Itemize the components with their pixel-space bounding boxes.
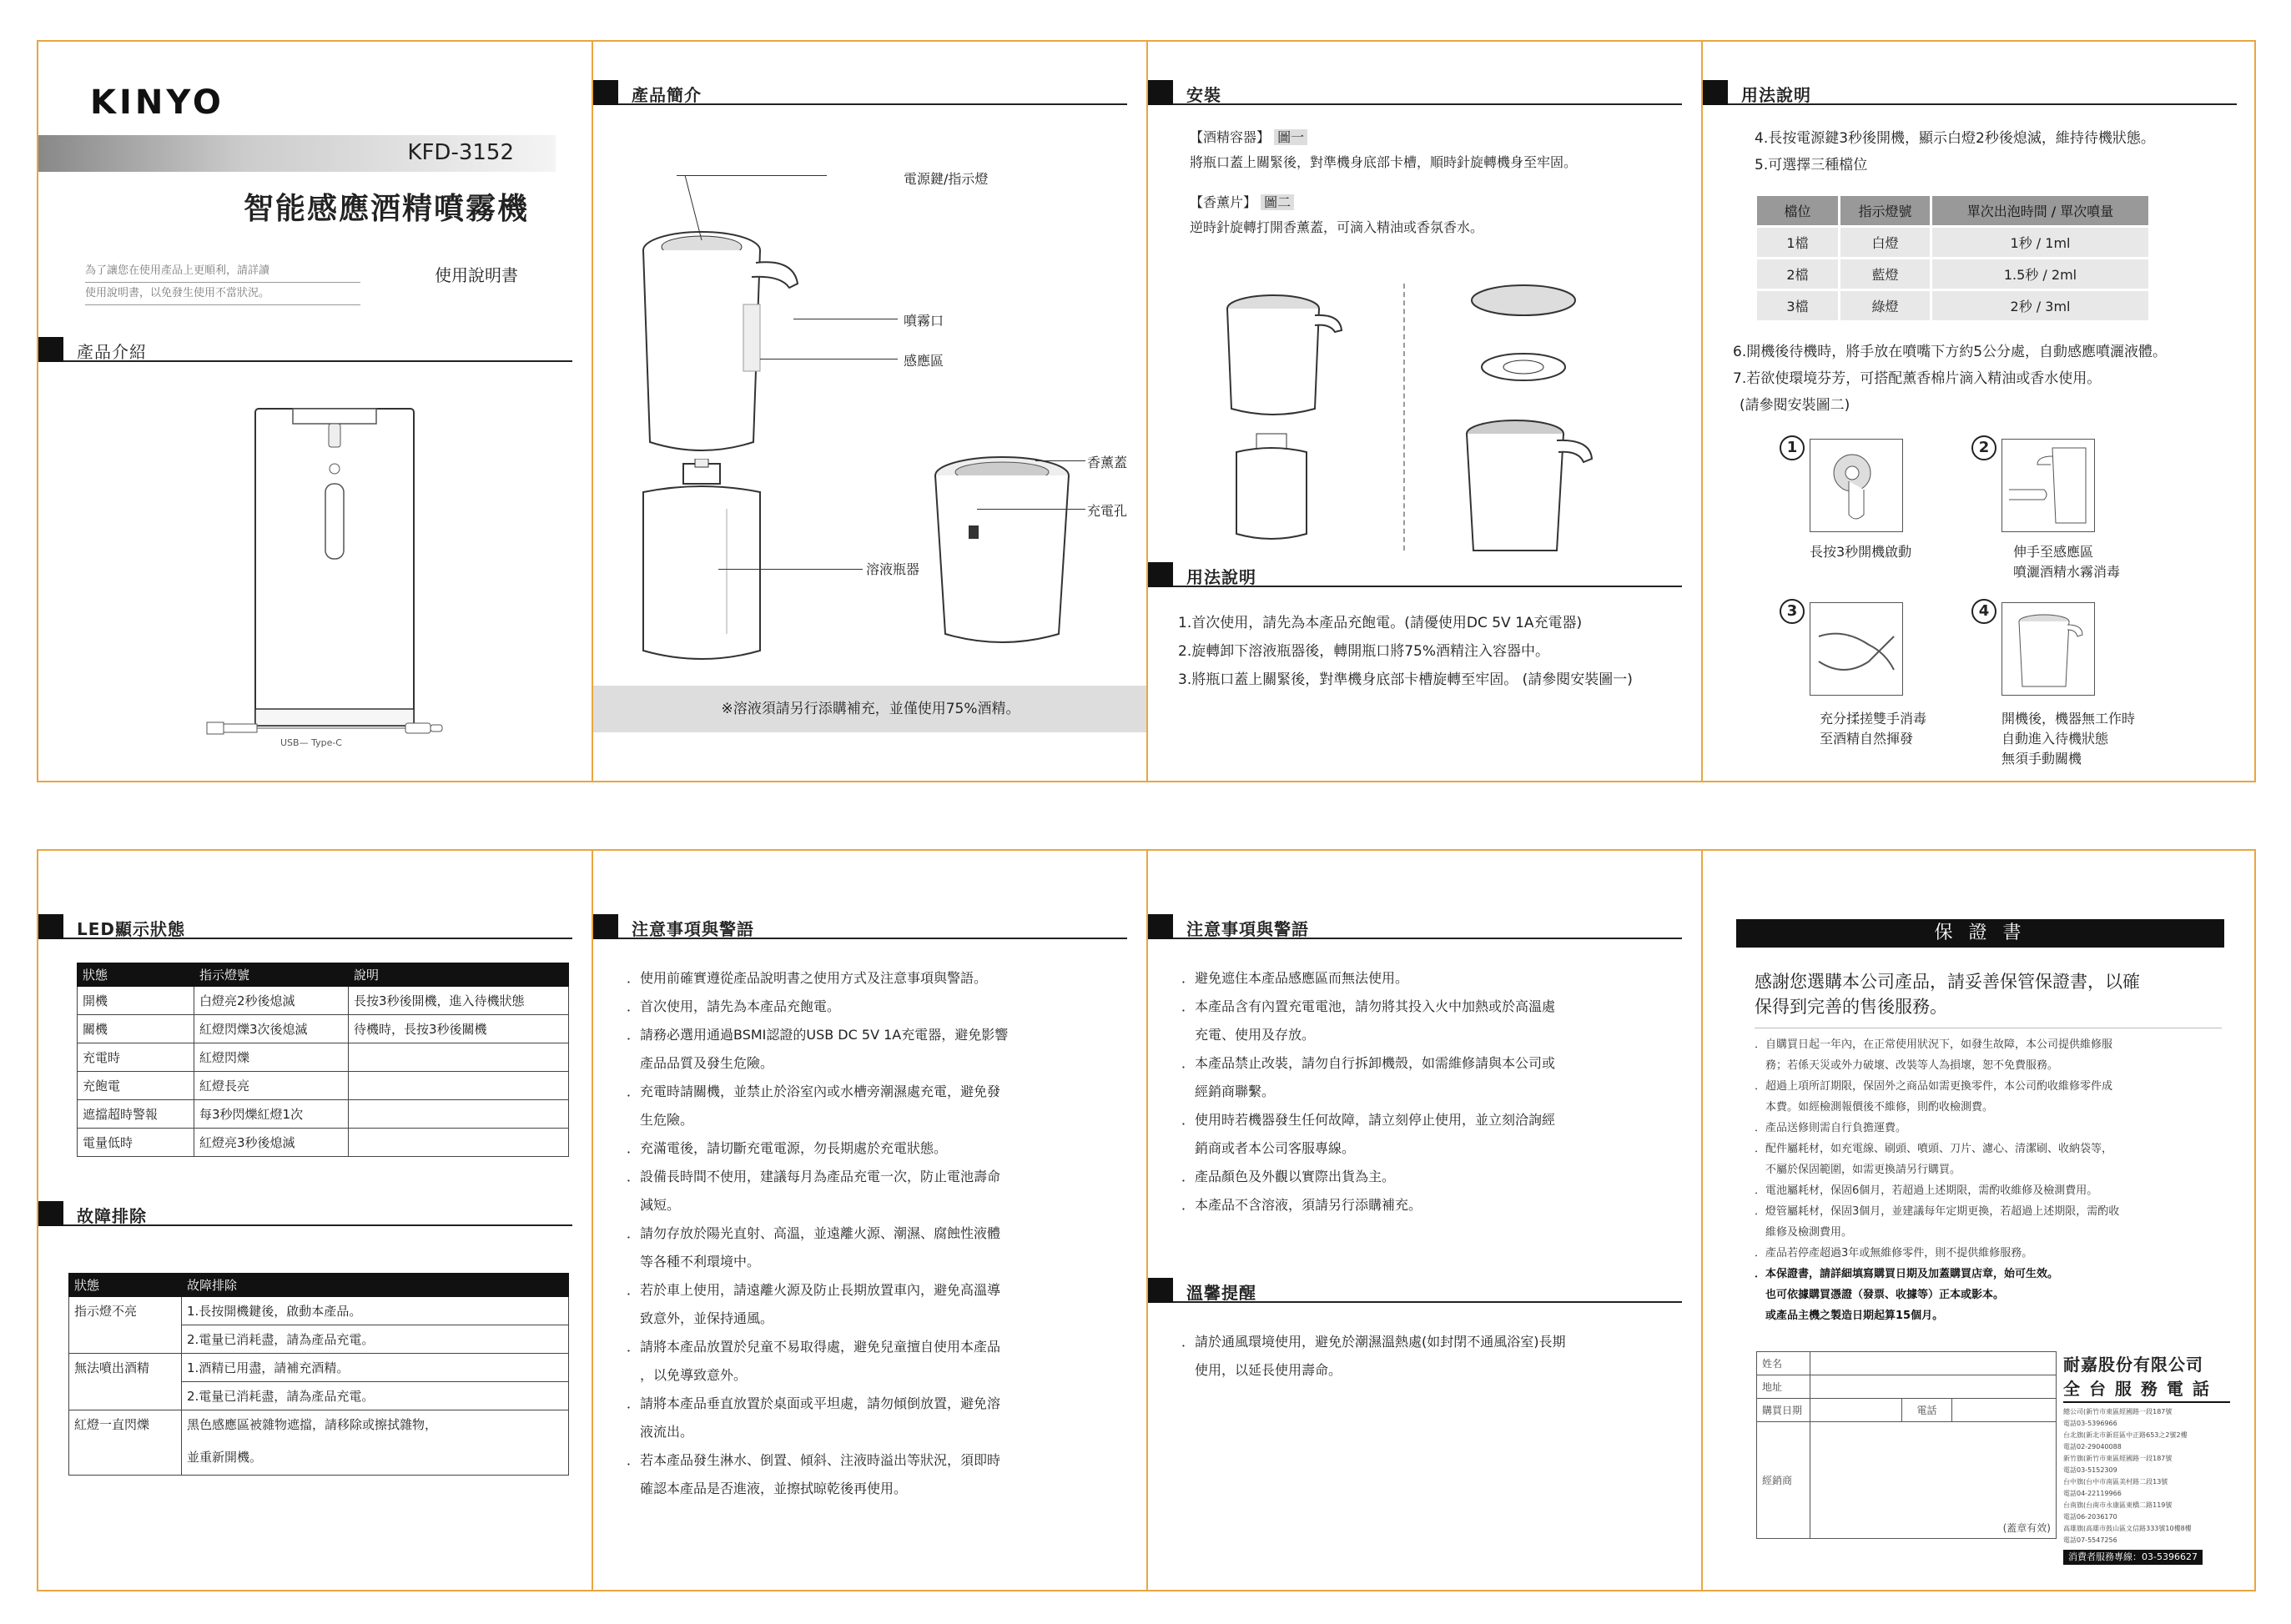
- step-caption: [1820, 709, 1926, 749]
- table-row: [1756, 290, 2150, 322]
- warranty-term: 本費。如經檢測報價後不維修，則酌收檢測費。: [1755, 1101, 1994, 1114]
- header-cell: 說明: [349, 963, 569, 987]
- caution-item: ．充電時請關機，並禁止於浴室內或水槽旁潮濕處充電，避免發: [627, 1084, 1001, 1099]
- section-reminder: [1148, 1278, 1682, 1303]
- step-number: 1: [1780, 435, 1805, 460]
- caution-item: ．請將本產品放置於兒童不易取得處，避免兒童擅自使用本產品: [627, 1339, 1001, 1355]
- branch-list: [2063, 1406, 2230, 1546]
- install-figure-2: [1448, 275, 1615, 559]
- field-label: 購買日期: [1757, 1399, 1810, 1422]
- caption-line: 噴灑酒精水霧消毒: [2013, 564, 2121, 580]
- field-label: 電話: [1902, 1399, 1952, 1422]
- form-row: [1757, 1399, 2057, 1422]
- caution-item: ．若本產品發生淋水、倒置、傾斜、注液時溢出等狀況，須即時: [627, 1452, 1001, 1468]
- intro-note-line: 為了讓您在使用產品上更順利，請詳讀: [85, 260, 360, 283]
- caution-panel-1: [593, 851, 1148, 1590]
- header-cell: 單次出泡時間 / 單次噴量: [1931, 195, 2150, 227]
- warranty-bold-term: ．本保證書，請詳細填寫購買日期及加蓋購買店章，始可生效。: [1755, 1268, 2059, 1280]
- warranty-term: 不屬於保固範圍，如需更換請另行購買。: [1755, 1164, 1961, 1176]
- label-bottle: 溶液瓶器: [863, 559, 923, 578]
- cell: 紅燈閃爍3次後熄滅: [194, 1015, 349, 1043]
- device-front-illustration: [239, 392, 431, 751]
- company-name: 耐嘉股份有限公司: [2063, 1355, 2203, 1375]
- cell: [349, 1100, 569, 1129]
- phone-field[interactable]: [1952, 1399, 2057, 1422]
- address-field[interactable]: [1810, 1375, 2057, 1399]
- usage-step: 2.旋轉卸下溶液瓶器後，轉開瓶口將75%酒精注入容器中。: [1178, 643, 1550, 660]
- step-number: 4: [1971, 599, 1996, 624]
- cell: 1秒 / 1ml: [1931, 227, 2150, 259]
- step-caption: [1810, 542, 1911, 562]
- cell: 紅燈長亮: [194, 1072, 349, 1100]
- aroma-base-illustration: [927, 442, 1077, 659]
- solution-note: ※溶液須請另行添購補充，並僅使用75%酒精。: [593, 686, 1148, 732]
- intro-note-line: 使用說明書，以免發生使用不當狀況。: [85, 283, 360, 305]
- warranty-terms: [1755, 1034, 2119, 1264]
- cell: [349, 1129, 569, 1157]
- table-row: [1756, 227, 2150, 259]
- step-3-image: [1810, 602, 1903, 696]
- section-marker: [38, 1201, 63, 1226]
- usage-steps-3: [1733, 339, 2167, 419]
- usage-step: 3.將瓶口蓋上關緊後，對準機身底部卡槽旋轉至牢固。 (請參閱安裝圖一): [1178, 671, 1633, 688]
- trouble-table-header: [69, 1274, 569, 1297]
- caution-item: 液流出。: [627, 1424, 694, 1440]
- rub-hands-icon: [1810, 603, 1902, 695]
- cell: 紅燈一直閃爍: [69, 1410, 182, 1476]
- branch-line: 新竹旗(新竹市東區經國路一段187號: [2063, 1455, 2173, 1462]
- standby-device-icon: [2002, 603, 2094, 695]
- leader-power: [677, 175, 827, 176]
- caution-item: 充電、使用及存放。: [1181, 1027, 1316, 1043]
- section-trouble: [38, 1201, 572, 1226]
- figure-label: 圖一: [1274, 129, 1307, 145]
- intro-line: 保得到完善的售後服務。: [1755, 997, 1947, 1017]
- warranty-title: 保 證 書: [1934, 923, 2027, 943]
- warranty-panel: [1703, 851, 2258, 1590]
- caution-item: 致意外，並保持通風。: [627, 1310, 774, 1326]
- warranty-term: ．配件屬耗材，如充電線、刷頭、噴頭、刀片、濾心、清潔刷、收納袋等，: [1755, 1143, 2113, 1155]
- section-marker: [38, 914, 63, 939]
- caption-line: 自動進入待機狀態: [2001, 731, 2109, 747]
- table-row: [78, 987, 569, 1015]
- step-2-image: [2001, 439, 2095, 532]
- led-table: [77, 963, 569, 1157]
- hand-under-nozzle-icon: [2002, 440, 2094, 531]
- warranty-term: 維修及檢測費用。: [1755, 1226, 1853, 1239]
- reminder-item: 使用，以延長使用壽命。: [1181, 1362, 1342, 1378]
- cell: 藍燈: [1840, 259, 1931, 290]
- usage-steps: [1178, 609, 1633, 694]
- branch-line: 台北旗(新北市新莊區中正路653之2號2樓: [2063, 1431, 2188, 1439]
- caption-line: 充分揉搓雙手消毒: [1820, 711, 1927, 727]
- caution-item: ．本產品含有內置充電電池，請勿將其投入火中加熱或於高溫處: [1181, 998, 1556, 1014]
- branch-line: 電話07-5547256: [2063, 1536, 2117, 1544]
- cell: 待機時，長按3秒後關機: [349, 1015, 569, 1043]
- section-title: 注意事項與警語: [632, 919, 754, 939]
- cell: 長按3秒後開機，進入待機狀態: [349, 987, 569, 1015]
- product-name: 智能感應酒精噴霧機: [243, 192, 529, 226]
- leader-charge-port: [977, 509, 1085, 510]
- section-title: 用法說明: [1186, 567, 1256, 587]
- caution-item: 確認本產品是否進液，並擦拭晾乾後再使用。: [627, 1481, 908, 1496]
- figure-label: 圖二: [1261, 194, 1294, 210]
- step-caption: [2013, 542, 2120, 582]
- section-marker: [1148, 914, 1173, 939]
- caution-item: ，以免導致意外。: [627, 1367, 748, 1383]
- label-power-button: 電源鍵/指示燈: [904, 171, 989, 187]
- usage-steps-2: [1755, 125, 2155, 178]
- caution-item: ．本產品不含溶液，須請另行添購補充。: [1181, 1197, 1422, 1213]
- cell: 無法噴出酒精: [69, 1354, 182, 1410]
- form-row: [1757, 1375, 2057, 1399]
- cell: 紅燈閃爍: [194, 1043, 349, 1072]
- label-nozzle: 噴霧口: [904, 313, 944, 329]
- usage-step: 1.首次使用，請先為本產品充飽電。(請優使用DC 5V 1A充電器): [1178, 615, 1583, 631]
- device-side-illustration: [627, 158, 810, 475]
- cell: 充電時: [78, 1043, 194, 1072]
- usage-step: 6.開機後待機時，將手放在噴嘴下方約5公分處，自動感應噴灑液體。: [1733, 344, 2168, 360]
- intro-note: [85, 260, 360, 305]
- section-title: 安裝: [1186, 85, 1221, 105]
- caution-list: [627, 964, 1008, 1503]
- section-title: LED顯示狀態: [77, 919, 186, 939]
- caution-item: ．產品顏色及外觀以實際出貨為主。: [1181, 1169, 1396, 1184]
- table-row: [69, 1297, 569, 1325]
- table-row: [78, 1015, 569, 1043]
- cell: 2秒 / 3ml: [1931, 290, 2150, 322]
- caution-item: ．使用時若機器發生任何故障，請立刻停止使用，並立刻洽詢經: [1181, 1112, 1556, 1128]
- field-label: 姓名: [1757, 1352, 1810, 1375]
- intro-line: 感謝您選購本公司產品，請妥善保管保證書，以確: [1755, 972, 2140, 992]
- cover-panel: [38, 42, 593, 781]
- caption-line: 無須手動關機: [2001, 751, 2082, 767]
- warranty-term: ．燈管屬耗材，保固3個月，並建議每年定期更換，若超過上述期限，需酌收: [1755, 1205, 2120, 1218]
- hotline: 消費者服務專線：03-5396627: [2063, 1550, 2203, 1565]
- form-row: [1757, 1352, 2057, 1375]
- warranty-bold-terms: [1755, 1264, 2058, 1326]
- branch-line: 台南旗(台南市永康區東橋二路119號: [2063, 1501, 2173, 1509]
- cell: 綠燈: [1840, 290, 1931, 322]
- section-title: 產品簡介: [632, 85, 702, 105]
- install-panel: [1148, 42, 1703, 781]
- dealer-stamp-field[interactable]: [1810, 1422, 2057, 1539]
- caution-item: ．請務必選用通過BSMI認證的USB DC 5V 1A充電器，避免影響: [627, 1027, 1009, 1043]
- field-label: 經銷商: [1757, 1422, 1810, 1539]
- install-alcohol: [1190, 125, 1577, 240]
- section-caution-1: [593, 914, 1127, 939]
- warranty-header: [1736, 919, 2224, 948]
- cell: 1檔: [1756, 227, 1840, 259]
- label-sensor-area: 感應區: [904, 353, 944, 369]
- caption-line: 伸手至感應區: [2013, 544, 2094, 560]
- cell: 2檔: [1756, 259, 1840, 290]
- caution-panel-2: [1148, 851, 1703, 1590]
- section-title: 故障排除: [77, 1206, 147, 1226]
- warranty-term: 務；若係天災或外力破壞、改裝等人為損壞，恕不免費服務。: [1755, 1059, 2059, 1072]
- header-cell: 檔位: [1756, 195, 1840, 227]
- trouble-table: [68, 1273, 569, 1476]
- press-button-icon: [1810, 440, 1902, 531]
- led-table-header: [78, 963, 569, 987]
- caution-item: ．設備長時間不使用，建議每月為產品充電一次，防止電池壽命: [627, 1169, 1001, 1184]
- caution-item: ．使用前確實遵從產品說明書之使用方式及注意事項與警語。: [627, 970, 988, 986]
- branch-line: 總公司(新竹市東區經國路一段187號: [2063, 1408, 2173, 1415]
- caption-line: 長按3秒開機啟動: [1810, 544, 1912, 560]
- caution-item: 銷商或者本公司客服專線。: [1181, 1140, 1356, 1156]
- caution-item: ．避免遮住本產品感應區而無法使用。: [1181, 970, 1409, 986]
- section-led: [38, 914, 572, 939]
- usage-step: 7.若欲使環境芬芳，可搭配薰香棉片滴入精油或香水使用。: [1733, 370, 2102, 387]
- model-number: KFD-3152: [407, 140, 514, 165]
- usage-step: (請參閱安裝圖二): [1740, 397, 1850, 414]
- caution-item: 減短。: [627, 1197, 681, 1213]
- cell: 每3秒閃爍紅燈1次: [194, 1100, 349, 1129]
- warranty-term: ．產品送修則需自行負擔運費。: [1755, 1122, 1907, 1134]
- caution-item: ．充滿電後，請切斷充電電源，勿長期處於充電狀態。: [627, 1140, 948, 1156]
- section-title: 產品介紹: [77, 342, 147, 362]
- cell: 3檔: [1756, 290, 1840, 322]
- warranty-term: ．產品若停產超過3年或無維修零件，則不提供維修服務。: [1755, 1247, 2033, 1259]
- section-install: [1148, 80, 1682, 105]
- section-marker: [593, 914, 618, 939]
- name-field[interactable]: [1810, 1352, 2057, 1375]
- cell: 開機: [78, 987, 194, 1015]
- section-marker: [1148, 562, 1173, 587]
- warranty-bold-term: 或產品主機之製造日期起算15個月。: [1755, 1310, 1944, 1322]
- header-cell: 故障排除: [182, 1274, 569, 1297]
- install-figure-1: [1215, 275, 1365, 551]
- usage-step: 4.長按電源鍵3秒後開機，顯示白燈2秒後熄滅，維持待機狀態。: [1755, 130, 2155, 147]
- cell: 電量低時: [78, 1129, 194, 1157]
- figure-divider: [1403, 284, 1405, 551]
- step-1-image: [1810, 439, 1903, 532]
- section-caution-2: [1148, 914, 1682, 939]
- stamp-note: (蓋章有效): [2002, 1522, 2051, 1534]
- install-aroma-title: 【香薰片】: [1190, 194, 1257, 210]
- gear-table-header: [1756, 195, 2150, 227]
- table-row: [69, 1354, 569, 1382]
- header-cell: 指示燈號: [194, 963, 349, 987]
- cell: 關機: [78, 1015, 194, 1043]
- caution-item: ．請勿存放於陽光直射、高溫，並遠離火源、潮濕、腐蝕性液體: [627, 1225, 1001, 1241]
- cell: 白燈亮2秒後熄滅: [194, 987, 349, 1015]
- install-aroma-text: 逆時針旋轉打開香薰蓋，可滴入精油或香氛香水。: [1190, 219, 1484, 235]
- cell: 紅燈亮3秒後熄滅: [194, 1129, 349, 1157]
- cell: [349, 1043, 569, 1072]
- brand-logo: KINYO: [90, 83, 224, 122]
- table-row: [78, 1072, 569, 1100]
- caution-item: ．若於車上使用，請遠離火源及防止長期放置車內，避免高溫導: [627, 1282, 1001, 1298]
- manual-label: 使用說明書: [435, 265, 518, 285]
- warranty-form: [1756, 1351, 2057, 1539]
- header-cell: 狀態: [69, 1274, 182, 1297]
- section-marker: [593, 80, 618, 105]
- caution-list: [1181, 964, 1555, 1219]
- caption-line: 開機後，機器無工作時: [2001, 711, 2136, 727]
- table-row: [78, 1100, 569, 1129]
- caution-item: ．首次使用，請先為本產品充飽電。: [627, 998, 841, 1014]
- warranty-term: ．自購買日起一年內，在正常使用狀況下，如發生故障，本公司提供維修服: [1755, 1038, 2113, 1051]
- step-number: 3: [1780, 599, 1805, 624]
- service-title: 全 台 服 務 電 話: [2063, 1375, 2230, 1403]
- section-marker: [1148, 80, 1173, 105]
- header-cell: 狀態: [78, 963, 194, 987]
- section-usage: [1148, 562, 1682, 587]
- branch-line: 電話02-29040088: [2063, 1443, 2122, 1451]
- label-aroma-lid: 香薰蓋: [1087, 455, 1128, 470]
- caption-line: 至酒精自然揮發: [1820, 731, 1914, 747]
- section-intro: [38, 337, 572, 362]
- branch-line: 電話03-5152309: [2063, 1466, 2117, 1474]
- company-block: [2063, 1351, 2230, 1565]
- reminder-item: ．請於通風環境使用，避免於潮濕溫熱處(如封閉不通風浴室)長期: [1181, 1334, 1566, 1350]
- install-alcohol-text: 將瓶口蓋上關緊後，對準機身底部卡槽，順時針旋轉機身至牢固。: [1190, 154, 1578, 170]
- branch-line: 電話06-2036170: [2063, 1513, 2117, 1521]
- reminder-list: [1181, 1328, 1566, 1385]
- install-alcohol-title: 【酒精容器】: [1190, 129, 1271, 145]
- overview-panel: [593, 42, 1148, 781]
- table-row: [78, 1129, 569, 1157]
- section-marker: [1703, 80, 1728, 105]
- gear-table: [1755, 194, 2151, 323]
- model-bar: [38, 135, 556, 172]
- cell: 遮擋超時警報: [78, 1100, 194, 1129]
- caution-item: 生危險。: [627, 1112, 694, 1128]
- table-row: [69, 1410, 569, 1439]
- table-row: [78, 1043, 569, 1072]
- step-number: 2: [1971, 435, 1996, 460]
- cell: 2.電量已消耗盡，請為產品充電。: [182, 1382, 569, 1410]
- section-title: 溫馨提醒: [1186, 1283, 1256, 1303]
- field-label: 地址: [1757, 1375, 1810, 1399]
- label-charge-port: 充電孔: [1087, 503, 1128, 519]
- branch-line: 電話04-22119966: [2063, 1490, 2122, 1497]
- cell: 白燈: [1840, 227, 1931, 259]
- warranty-intro: [1755, 969, 2222, 1019]
- header-cell: 指示燈號: [1840, 195, 1931, 227]
- branch-line: 台中旗(台中市南區美村路二段13號: [2063, 1478, 2168, 1486]
- caution-item: 經銷商聯繫。: [1181, 1084, 1276, 1099]
- section-title: 注意事項與警語: [1186, 919, 1309, 939]
- caution-item: ．請將本產品垂直放置於桌面或平坦處，請勿傾倒放置，避免溶: [627, 1395, 1001, 1411]
- branch-line: 電話03-5396966: [2063, 1420, 2117, 1427]
- manual-sheet-front: [37, 40, 2256, 782]
- cell: 1.酒精已用盡，請補充酒精。: [182, 1354, 569, 1382]
- leader-aroma-lid: [1035, 460, 1085, 461]
- cell: [349, 1072, 569, 1100]
- warranty-term: ．電池屬耗材，保固6個月，若超過上述期限，需酌收維修及檢測費用。: [1755, 1184, 2098, 1197]
- cell: 2.電量已消耗盡，請為產品充電。: [182, 1325, 569, 1354]
- usage-panel: [1703, 42, 2258, 781]
- date-field[interactable]: [1810, 1399, 1902, 1422]
- cell: 充飽電: [78, 1072, 194, 1100]
- warranty-term: ．超過上項所訂期限，保固外之商品如需更換零件，本公司酌收維修零件成: [1755, 1080, 2113, 1093]
- cell: 指示燈不亮: [69, 1297, 182, 1354]
- usb-label: USB— Type-C: [280, 737, 342, 748]
- section-title: 用法說明: [1741, 85, 1811, 105]
- section-marker: [1148, 1278, 1173, 1303]
- manual-sheet-back: [37, 849, 2256, 1591]
- section-overview: [593, 80, 1127, 105]
- caution-item: 等各種不利環境中。: [627, 1254, 761, 1270]
- step-caption: [2001, 709, 2135, 769]
- led-panel: [38, 851, 593, 1590]
- cell: 黑色感應區被雜物遮擋，請移除或擦拭雜物，: [182, 1410, 569, 1439]
- caution-item: 產品品質及發生危險。: [627, 1055, 774, 1071]
- cell: 1.5秒 / 2ml: [1931, 259, 2150, 290]
- table-row: [1756, 259, 2150, 290]
- section-marker: [38, 337, 63, 362]
- branch-line: 高雄旗(高雄市鼓山區文信路333號10樓8樓: [2063, 1525, 2192, 1532]
- cell: 並重新開機。: [182, 1439, 569, 1476]
- warranty-bold-term: 也可依據購買憑證（發票、收據等）正本或影本。: [1755, 1289, 2005, 1301]
- cell: 1.長按開機鍵後，啟動本產品。: [182, 1297, 569, 1325]
- usage-step: 5.可選擇三種檔位: [1755, 157, 1868, 173]
- bottle-illustration: [635, 459, 777, 676]
- caution-item: ．本產品禁止改裝，請勿自行拆卸機殼，如需維修請與本公司或: [1181, 1055, 1556, 1071]
- step-4-image: [2001, 602, 2095, 696]
- section-usage-2: [1703, 80, 2237, 105]
- form-row: [1757, 1422, 2057, 1539]
